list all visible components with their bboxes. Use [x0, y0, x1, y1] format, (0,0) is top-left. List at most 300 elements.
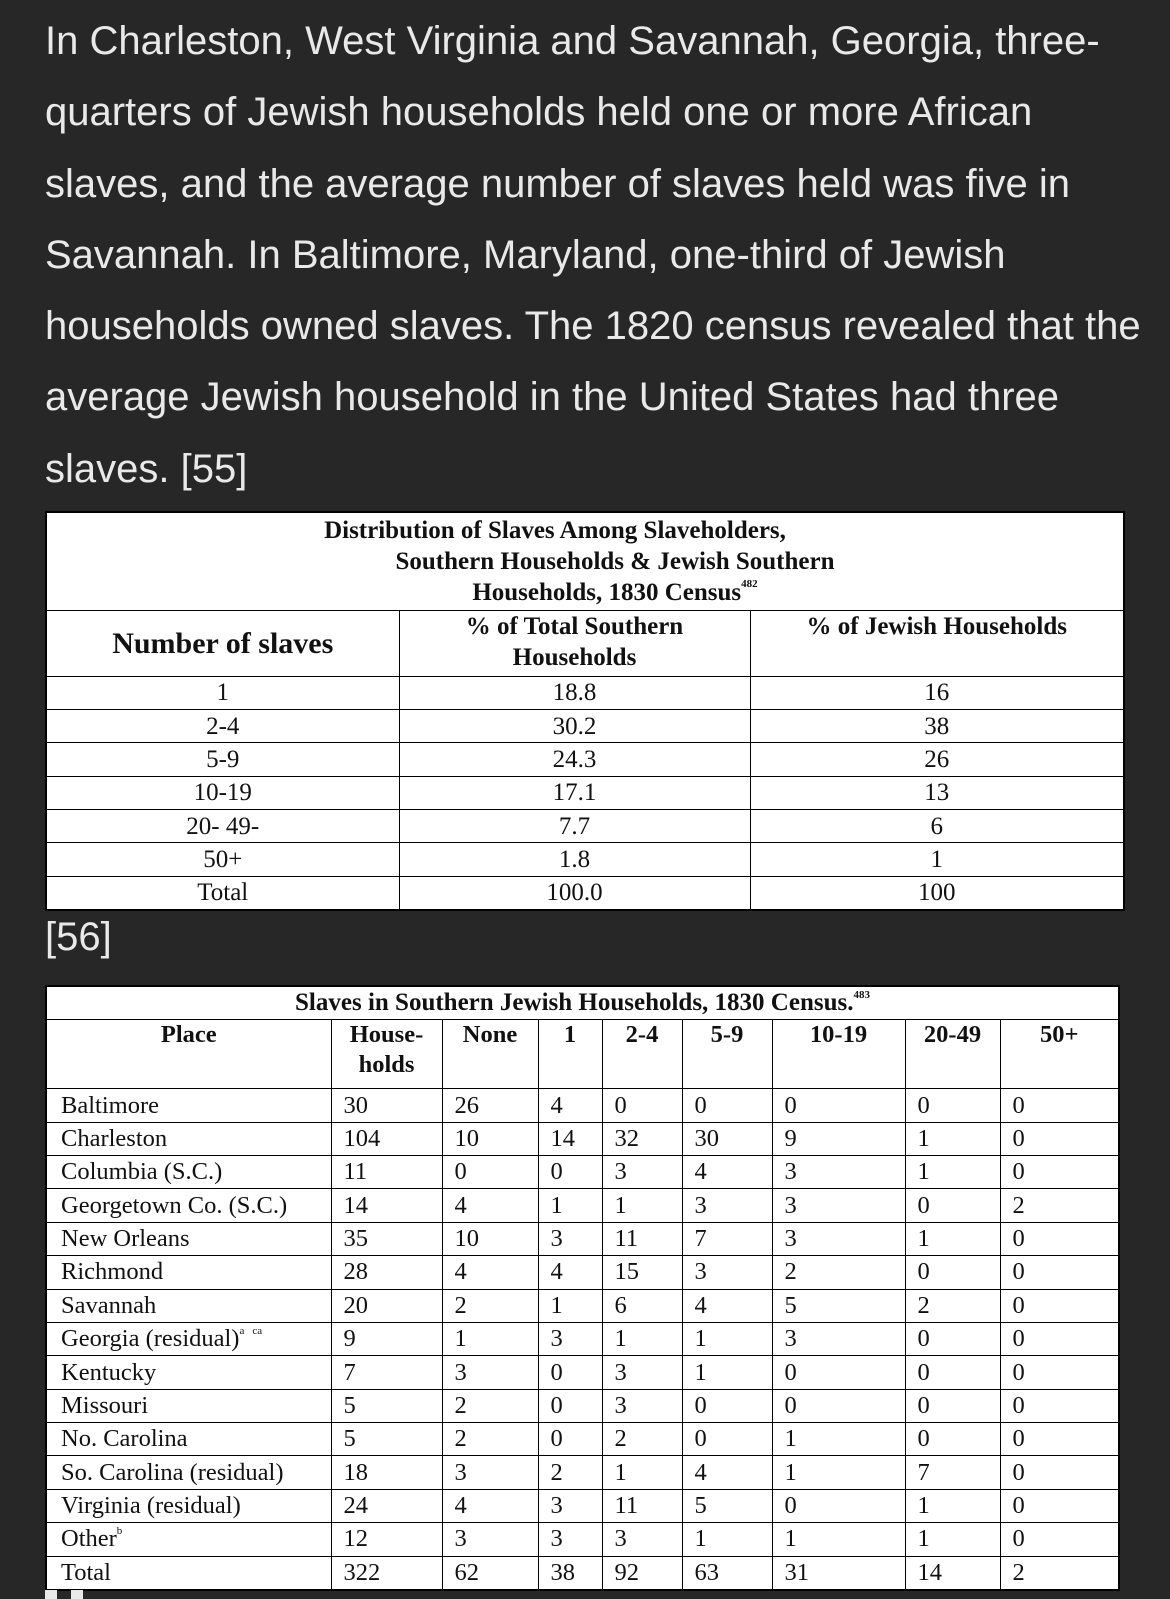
cell-text: 0 — [694, 1391, 707, 1419]
cell-text: 0 — [550, 1425, 563, 1453]
count-cell — [1000, 1389, 1119, 1422]
cell-text: 1 — [784, 1458, 797, 1486]
count-cell — [682, 1156, 772, 1189]
cell-text: 0 — [454, 1158, 467, 1186]
cell-text: 5 — [784, 1291, 797, 1319]
place-cell — [46, 1456, 331, 1489]
count-cell — [442, 1122, 538, 1155]
place-cell — [46, 1489, 331, 1522]
table-row — [46, 1156, 1119, 1189]
header-5-9: 5-9 — [682, 1020, 772, 1089]
header-households — [331, 1020, 442, 1089]
cell-text: 9 — [343, 1325, 356, 1353]
table1-title — [46, 512, 1124, 610]
count-cell — [538, 1322, 602, 1355]
table-row — [46, 1356, 1119, 1389]
cell-text: Other — [61, 1525, 117, 1553]
jewish-households-table-image — [45, 985, 1120, 1591]
cell-text: 0 — [917, 1325, 930, 1353]
cell-text: 1 — [454, 1325, 467, 1353]
cell-text: 0 — [550, 1158, 563, 1186]
table-row — [46, 843, 1124, 876]
cell-text: 2 — [1012, 1191, 1025, 1219]
count-cell — [682, 1189, 772, 1222]
cell-text: 30 — [343, 1091, 368, 1119]
count-cell — [538, 1423, 602, 1456]
count-cell — [602, 1156, 682, 1189]
count-cell — [442, 1089, 538, 1122]
cell-text: 2 — [454, 1291, 467, 1319]
cell-text: 3 — [784, 1225, 797, 1252]
cell-text: 1 — [917, 1225, 930, 1252]
cell-text: 32 — [614, 1124, 639, 1152]
cell-text: 24 — [343, 1492, 368, 1519]
table-cell: 30.2 — [399, 709, 750, 742]
cell-text: 5 — [343, 1391, 356, 1419]
cell-text: Georgetown Co. (S.C.) — [61, 1191, 288, 1219]
place-cell — [46, 1389, 331, 1422]
cell-text: 0 — [1012, 1091, 1025, 1119]
table-row — [46, 1289, 1119, 1322]
cell-text: 4 — [694, 1458, 707, 1486]
table-cell: 10-19 — [46, 776, 399, 809]
cell-text: 0 — [694, 1091, 707, 1119]
header-10-19: 10-19 — [772, 1020, 905, 1089]
cell-text: No. Carolina — [61, 1425, 188, 1453]
count-cell — [905, 1322, 1000, 1355]
table-row — [46, 676, 1124, 709]
count-cell — [772, 1523, 905, 1556]
cell-text: New Orleans — [61, 1225, 190, 1252]
cell-text: 3 — [614, 1525, 627, 1553]
cell-text: 3 — [784, 1191, 797, 1219]
cell-text: 5 — [694, 1492, 707, 1519]
cell-text: 7 — [343, 1358, 356, 1386]
cell-text: 7 — [917, 1458, 930, 1486]
count-cell — [331, 1322, 442, 1355]
table-row — [46, 1456, 1119, 1489]
cell-text: Missouri — [61, 1391, 149, 1419]
header-households-line: House- — [349, 1021, 424, 1049]
table-cell: 17.1 — [399, 776, 750, 809]
header-1: 1 — [538, 1020, 602, 1089]
cell-text: 12 — [343, 1525, 368, 1553]
place-cell — [46, 1556, 331, 1590]
cell-text: 0 — [784, 1091, 797, 1119]
cell-text: 31 — [784, 1558, 809, 1586]
count-cell — [538, 1256, 602, 1289]
table-row — [46, 1489, 1119, 1522]
count-cell — [602, 1456, 682, 1489]
cell-text: 63 — [694, 1558, 719, 1586]
count-cell — [1000, 1322, 1119, 1355]
count-cell — [772, 1322, 905, 1355]
count-cell — [442, 1389, 538, 1422]
count-cell — [331, 1356, 442, 1389]
count-cell — [602, 1489, 682, 1522]
cell-text: 1 — [550, 1291, 563, 1319]
table-cell: 24.3 — [399, 743, 750, 776]
count-cell — [442, 1423, 538, 1456]
table-cell: 6 — [750, 809, 1124, 842]
cell-text: 0 — [1012, 1158, 1025, 1186]
cell-text: 1 — [917, 1525, 930, 1553]
table-cell: Total — [46, 876, 399, 910]
place-cell — [46, 1523, 331, 1556]
table-row — [46, 1322, 1119, 1355]
cell-text: 0 — [1012, 1525, 1025, 1553]
table1-title-line: Distribution of Slaves Among Slaveholders, — [324, 516, 786, 544]
cell-text: 20 — [343, 1291, 368, 1319]
cell-text: 3 — [694, 1191, 707, 1219]
cell-text: 10 — [454, 1225, 479, 1252]
table-row — [46, 1222, 1119, 1255]
cell-text: 3 — [550, 1225, 563, 1252]
count-cell — [538, 1389, 602, 1422]
cell-text: 0 — [1012, 1258, 1025, 1286]
count-cell — [1000, 1189, 1119, 1222]
count-cell — [682, 1456, 772, 1489]
count-cell — [538, 1289, 602, 1322]
count-cell — [538, 1156, 602, 1189]
cell-text: Georgia (residual) — [61, 1325, 240, 1353]
cell-text: 0 — [917, 1191, 930, 1219]
count-cell — [602, 1423, 682, 1456]
cell-text: 2 — [550, 1458, 563, 1486]
cell-text: 92 — [614, 1558, 639, 1586]
cell-text: 0 — [917, 1391, 930, 1419]
cell-text: 1 — [917, 1492, 930, 1519]
count-cell — [602, 1556, 682, 1590]
table-row — [46, 1389, 1119, 1422]
cell-text: 3 — [454, 1358, 467, 1386]
cell-text: 11 — [614, 1492, 639, 1519]
cell-text: 0 — [550, 1391, 563, 1419]
count-cell — [772, 1356, 905, 1389]
cell-text: 1 — [784, 1525, 797, 1553]
cell-text: 0 — [1012, 1425, 1025, 1453]
count-cell — [331, 1289, 442, 1322]
count-cell — [1000, 1489, 1119, 1522]
header-50-plus: 50+ — [1000, 1020, 1119, 1089]
cell-text: 0 — [1012, 1225, 1025, 1252]
cell-text: 0 — [1012, 1358, 1025, 1386]
place-cell — [46, 1322, 331, 1355]
count-cell — [331, 1489, 442, 1522]
table-cell: 2-4 — [46, 709, 399, 742]
cell-text: 7 — [694, 1225, 707, 1252]
place-cell — [46, 1156, 331, 1189]
cell-text: 4 — [454, 1258, 467, 1286]
cell-text: 4 — [454, 1492, 467, 1519]
cell-text: 14 — [550, 1124, 575, 1152]
count-cell — [538, 1556, 602, 1590]
table-row — [46, 1189, 1119, 1222]
count-cell — [905, 1389, 1000, 1422]
count-cell — [331, 1222, 442, 1255]
count-cell — [905, 1456, 1000, 1489]
count-cell — [772, 1389, 905, 1422]
cell-text: 1 — [614, 1191, 627, 1219]
count-cell — [602, 1356, 682, 1389]
count-cell — [331, 1189, 442, 1222]
count-cell — [682, 1389, 772, 1422]
count-cell — [905, 1089, 1000, 1122]
cell-text: 3 — [784, 1325, 797, 1353]
count-cell — [905, 1289, 1000, 1322]
cell-text: 1 — [917, 1124, 930, 1152]
cell-text: 3 — [614, 1358, 627, 1386]
next-citation-cut-off — [45, 1590, 119, 1599]
count-cell — [905, 1189, 1000, 1222]
count-cell — [682, 1322, 772, 1355]
cell-text: 1 — [694, 1525, 707, 1553]
place-cell — [46, 1222, 331, 1255]
count-cell — [772, 1289, 905, 1322]
table-cell: 1 — [750, 843, 1124, 876]
cell-text: 4 — [550, 1091, 563, 1119]
cell-text: 3 — [550, 1492, 563, 1519]
cell-text: 1 — [614, 1325, 627, 1353]
table-cell: 16 — [750, 676, 1124, 709]
count-cell — [682, 1356, 772, 1389]
count-cell — [331, 1556, 442, 1590]
count-cell — [772, 1189, 905, 1222]
count-cell — [905, 1122, 1000, 1155]
table-row — [46, 709, 1124, 742]
cell-text: 26 — [454, 1091, 479, 1119]
count-cell — [331, 1156, 442, 1189]
header-jewish-households: % of Jewish Households — [750, 610, 1124, 676]
count-cell — [682, 1556, 772, 1590]
cell-text: 0 — [784, 1391, 797, 1419]
citation-56: [56] — [45, 915, 112, 959]
table-cell: 20- 49- — [46, 809, 399, 842]
count-cell — [538, 1456, 602, 1489]
cell-text: 0 — [694, 1425, 707, 1453]
header-none: None — [442, 1020, 538, 1089]
count-cell — [1000, 1423, 1119, 1456]
count-cell — [772, 1122, 905, 1155]
count-cell — [331, 1256, 442, 1289]
cell-text: Kentucky — [61, 1358, 157, 1386]
cell-text: 30 — [694, 1124, 719, 1152]
count-cell — [442, 1456, 538, 1489]
place-cell — [46, 1089, 331, 1122]
count-cell — [442, 1556, 538, 1590]
count-cell — [905, 1523, 1000, 1556]
count-cell — [772, 1089, 905, 1122]
cell-text: 0 — [614, 1091, 627, 1119]
cell-text: 3 — [454, 1525, 467, 1553]
cell-text: 0 — [1012, 1492, 1025, 1519]
count-cell — [538, 1189, 602, 1222]
count-cell — [331, 1122, 442, 1155]
count-cell — [602, 1289, 682, 1322]
cell-text: 2 — [454, 1425, 467, 1453]
count-cell — [442, 1156, 538, 1189]
cell-text: 2 — [454, 1391, 467, 1419]
table-cell: 13 — [750, 776, 1124, 809]
table-row — [46, 743, 1124, 776]
table-row — [46, 776, 1124, 809]
count-cell — [442, 1189, 538, 1222]
cell-text: 3 — [784, 1158, 797, 1186]
count-cell — [602, 1222, 682, 1255]
cell-text: 322 — [343, 1558, 381, 1586]
cell-text: 11 — [614, 1225, 639, 1252]
cell-text: 1 — [694, 1325, 707, 1353]
count-cell — [772, 1489, 905, 1522]
cell-text: 10 — [454, 1124, 479, 1152]
count-cell — [602, 1523, 682, 1556]
count-cell — [682, 1423, 772, 1456]
count-cell — [905, 1256, 1000, 1289]
count-cell — [905, 1156, 1000, 1189]
count-cell — [331, 1523, 442, 1556]
count-cell — [331, 1456, 442, 1489]
cell-text: 0 — [1012, 1391, 1025, 1419]
cell-text: 0 — [784, 1358, 797, 1386]
count-cell — [1000, 1222, 1119, 1255]
count-cell — [905, 1489, 1000, 1522]
count-cell — [1000, 1523, 1119, 1556]
count-cell — [442, 1222, 538, 1255]
cell-text: 28 — [343, 1258, 368, 1286]
cell-text: 62 — [454, 1558, 479, 1586]
table-cell: 26 — [750, 743, 1124, 776]
table-row — [46, 1556, 1119, 1590]
table-cell: 1.8 — [399, 843, 750, 876]
count-cell — [1000, 1156, 1119, 1189]
cell-text: 3 — [454, 1458, 467, 1486]
cell-text: 0 — [1012, 1325, 1025, 1353]
cell-text: 0 — [917, 1258, 930, 1286]
count-cell — [442, 1489, 538, 1522]
count-cell — [602, 1389, 682, 1422]
count-cell — [682, 1523, 772, 1556]
table1-title-line: Households, 1830 Census — [472, 578, 742, 606]
cell-text: 14 — [917, 1558, 942, 1586]
count-cell — [772, 1456, 905, 1489]
cell-text: 0 — [784, 1492, 797, 1519]
cell-text: 4 — [454, 1191, 467, 1219]
cell-text: 2 — [614, 1425, 627, 1453]
cell-text: 1 — [694, 1358, 707, 1386]
cell-text: Savannah — [61, 1291, 157, 1319]
table-row — [46, 1423, 1119, 1456]
cell-text: 1 — [784, 1425, 797, 1453]
count-cell — [682, 1089, 772, 1122]
place-cell — [46, 1423, 331, 1456]
table-cell: 7.7 — [399, 809, 750, 842]
cell-text: 2 — [917, 1291, 930, 1319]
cell-text: 0 — [1012, 1124, 1025, 1152]
count-cell — [331, 1389, 442, 1422]
cell-text: 3 — [614, 1391, 627, 1419]
table-cell: 1 — [46, 676, 399, 709]
count-cell — [538, 1489, 602, 1522]
table-cell: 38 — [750, 709, 1124, 742]
header-2-4: 2-4 — [602, 1020, 682, 1089]
cell-text: Columbia (S.C.) — [61, 1158, 223, 1186]
cell-text: 3 — [550, 1325, 563, 1353]
table-row — [46, 1122, 1119, 1155]
count-cell — [1000, 1289, 1119, 1322]
count-cell — [905, 1222, 1000, 1255]
count-cell — [442, 1322, 538, 1355]
cell-text: So. Carolina (residual) — [61, 1458, 284, 1486]
count-cell — [772, 1156, 905, 1189]
place-cell — [46, 1289, 331, 1322]
table-row — [46, 876, 1124, 910]
count-cell — [905, 1423, 1000, 1456]
cell-text: 4 — [694, 1291, 707, 1319]
table-row — [46, 1089, 1119, 1122]
cell-text: 0 — [917, 1091, 930, 1119]
count-cell — [442, 1356, 538, 1389]
count-cell — [602, 1089, 682, 1122]
cell-text: 0 — [917, 1425, 930, 1453]
count-cell — [682, 1122, 772, 1155]
table-cell: 50+ — [46, 843, 399, 876]
count-cell — [1000, 1122, 1119, 1155]
cell-text: Richmond — [61, 1258, 164, 1286]
cell-text: Virginia (residual) — [61, 1492, 241, 1519]
table-row — [46, 1256, 1119, 1289]
table1-footnote-marker: 482 — [741, 577, 758, 590]
count-cell — [682, 1222, 772, 1255]
count-cell — [682, 1289, 772, 1322]
place-cell — [46, 1256, 331, 1289]
count-cell — [772, 1556, 905, 1590]
count-cell — [442, 1289, 538, 1322]
cell-text: 6 — [614, 1291, 627, 1319]
count-cell — [1000, 1256, 1119, 1289]
table-row — [46, 1523, 1119, 1556]
cell-text: 1 — [614, 1458, 627, 1486]
slave-distribution-table — [45, 511, 1125, 911]
count-cell — [682, 1489, 772, 1522]
cell-text: 0 — [917, 1358, 930, 1386]
cell-text: 3 — [550, 1525, 563, 1553]
count-cell — [772, 1222, 905, 1255]
count-cell — [1000, 1356, 1119, 1389]
count-cell — [442, 1256, 538, 1289]
header-20-49: 20-49 — [905, 1020, 1000, 1089]
count-cell — [331, 1423, 442, 1456]
cell-text: 0 — [1012, 1458, 1025, 1486]
cell-text: 18 — [343, 1458, 368, 1486]
place-cell — [46, 1356, 331, 1389]
count-cell — [1000, 1456, 1119, 1489]
cell-text: 3 — [694, 1258, 707, 1286]
count-cell — [602, 1189, 682, 1222]
table2-title-text: Slaves in Southern Jewish Households, 1830 Census. — [295, 989, 854, 1017]
slave-distribution-table-image — [45, 511, 1125, 911]
count-cell — [538, 1089, 602, 1122]
cell-text: 9 — [784, 1124, 797, 1152]
table-cell: 5-9 — [46, 743, 399, 776]
count-cell — [1000, 1089, 1119, 1122]
table2-title — [46, 986, 1119, 1020]
cell-text: 0 — [550, 1358, 563, 1386]
cell-text: 5 — [343, 1425, 356, 1453]
cell-text: 38 — [550, 1558, 575, 1586]
cell-text: Baltimore — [61, 1091, 159, 1119]
cell-text: 14 — [343, 1191, 368, 1219]
cell-text: 15 — [614, 1258, 639, 1286]
